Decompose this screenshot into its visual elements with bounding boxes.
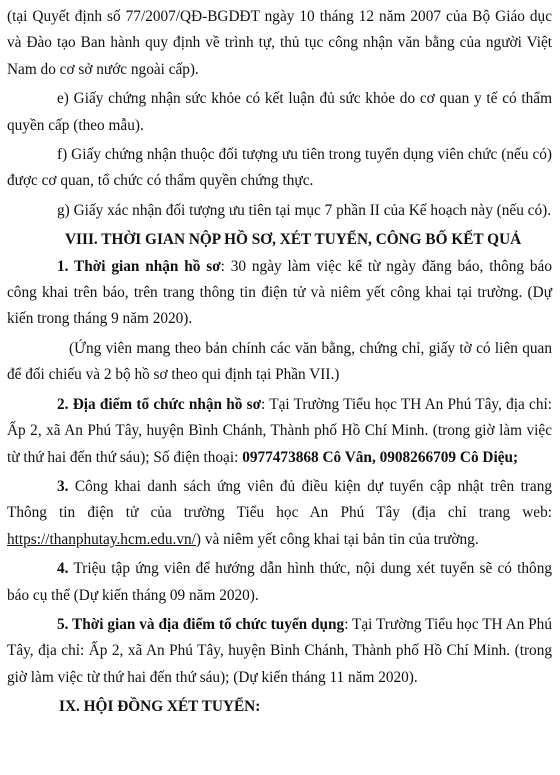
item-4 (7, 556, 552, 609)
item-2-text: : Tại Trường Tiểu học TH An Phú Tây, địa chỉ: Ấp 2, xã An Phú Tây, huyện Bình Chánh, Thành phố Hồ Chí Minh. (trong giờ làm việc từ thứ hai đến thứ sáu); Số điện thoại: (7, 395, 552, 466)
item-1-text: : 30 ngày làm việc kể từ ngày đăng báo, thông báo công khai trên báo, trên trang thông tin điện tử và niêm yết công khai tại trường. (Dự kiến trong tháng 9 năm 2020). (7, 257, 552, 328)
item-3-text: Công khai danh sách ứng viên đủ điều kiện dự tuyển cập nhật trên trang Thông tin điện tử của trường Tiểu học An Phú Tây (địa chỉ trang web: (7, 477, 552, 522)
item-3-text-after: ) và niêm yết công khai tại bản tin của trường. (195, 530, 479, 548)
item-1-label: 1. Thời gian nhận hồ sơ (57, 257, 221, 275)
paragraph-g: g) Giấy xác nhận đối tượng ưu tiên tại mục 7 phần II của Kế hoạch này (nếu có). (57, 201, 552, 219)
section-heading-ix: IX. HỘI ĐỒNG XÉT TUYỂN: (59, 698, 261, 716)
item-5 (7, 612, 552, 691)
item-5-text: : Tại Trường Tiểu học TH An Phú Tây, địa chỉ: Ấp 2, xã An Phú Tây, huyện Bình Chánh, Thành phố Hồ Chí Minh. (trong giờ làm việc từ thứ hai đến thứ sáu); (Dự kiến tháng 11 năm 2020). (7, 615, 552, 686)
item-4-label: 4. (57, 560, 69, 578)
item-2-label: 2. Địa điểm tổ chức nhận hồ sơ (57, 395, 262, 413)
paragraph-e: e) Giấy chứng nhận sức khỏe có kết luận đủ sức khỏe do cơ quan y tế có thẩm quyền cấp (theo mẫu). (7, 90, 552, 134)
item-4-text: Triệu tập ứng viên để hướng dẫn hình thức, nội dung xét tuyển sẽ có thông báo cụ thể (Dự kiến tháng 09 năm 2020). (7, 560, 552, 604)
paragraph-f: f) Giấy chứng nhận thuộc đối tượng ưu tiên trong tuyển dụng viên chức (nếu có) được cơ quan, tổ chức có thẩm quyền chứng thực. (7, 146, 552, 190)
website-link[interactable]: https://thanphutay.hcm.edu.vn/ (7, 530, 196, 548)
paragraph-continuation: (tại Quyết định số 77/2007/QĐ-BGDĐT ngày 10 tháng 12 năm 2007 của Bộ Giáo dục và Đào tạo Ban hành quy định về trình tự, thủ tục công nhận văn bằng của người Việt Nam do cơ sở nước ngoài cấp). (7, 8, 552, 78)
item-2-phone: 0977473868 Cô Vân, 0908266709 Cô Diệu; (242, 448, 519, 466)
item-2 (7, 392, 552, 471)
item-1 (7, 254, 552, 333)
item-3 (7, 474, 552, 553)
item-3-label: 3. (57, 477, 69, 495)
item-5-label: 5. Thời gian và địa điểm tổ chức tuyển dụng (57, 615, 345, 633)
section-heading-viii: VIII. THỜI GIAN NỘP HỒ SƠ, XÉT TUYỂN, CÔNG BỐ KẾT QUẢ (65, 231, 522, 249)
item-1-note: (Ứng viên mang theo bản chính các văn bằng, chứng chỉ, giấy tờ có liên quan để đối chiếu và 2 bộ hồ sơ theo qui định tại Phần VII.) (7, 339, 552, 384)
